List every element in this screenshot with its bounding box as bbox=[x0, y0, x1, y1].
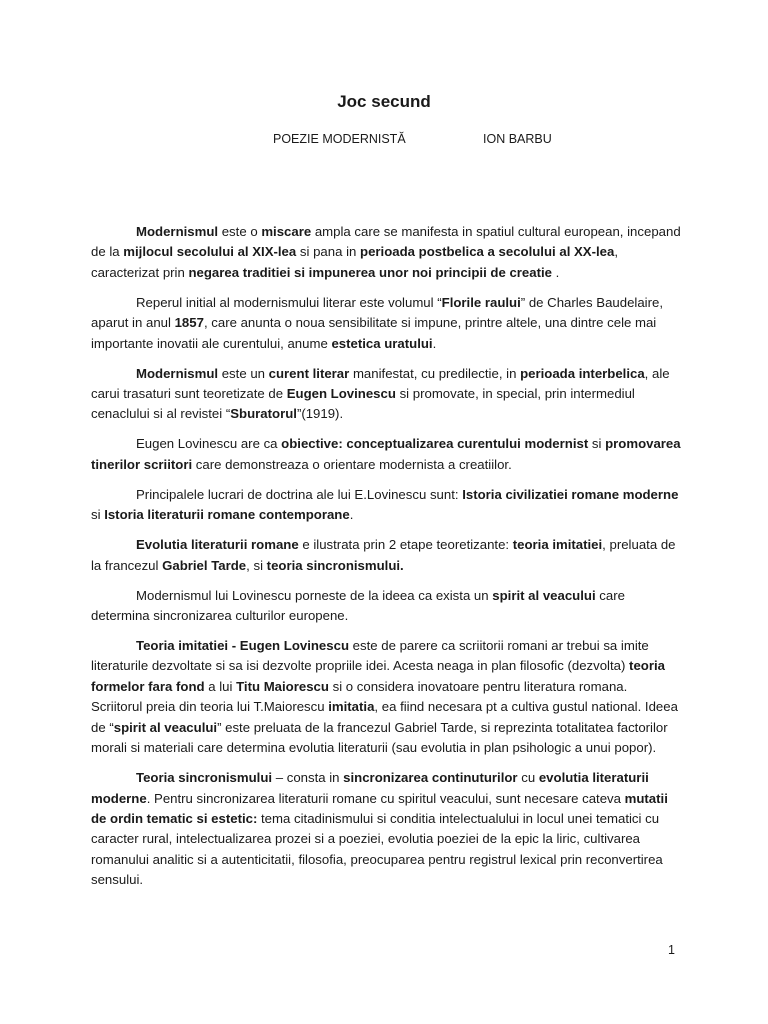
bold-text-run: teoria sincronismului. bbox=[266, 557, 404, 573]
paragraph-6 bbox=[91, 535, 681, 576]
text-run: ” de Charles Baudelaire, aparut in anul bbox=[91, 294, 663, 331]
bold-text-run: Modernismul bbox=[136, 224, 219, 239]
subtitle-author: ION BARBU bbox=[483, 132, 552, 146]
bold-text-run: evolutia literaturii moderne bbox=[91, 770, 649, 806]
text-run: cu bbox=[517, 770, 539, 786]
bold-text-run: perioada interbelica bbox=[520, 365, 645, 381]
bold-text-run: mutatii de ordin tematic si estetic: bbox=[91, 790, 668, 826]
document-title: Joc secund bbox=[337, 92, 431, 111]
text-run: tema citadinismului si conditia intelectualului in locul unei tematici cu caracter rural, intelectualizarea prozei si a poeziei, evolutia poeziei de la epic la liric, cultivarea romanului analitic si a autenticitatii, filosofia, preocuparea pentru registrul lexical prin reconvertirea sensului. bbox=[91, 810, 663, 888]
text-run: si bbox=[588, 436, 606, 452]
page-number: 1 bbox=[668, 943, 675, 957]
paragraph-3 bbox=[91, 364, 681, 425]
document-body bbox=[91, 222, 681, 900]
bold-text-run: Titu Maiorescu bbox=[236, 678, 329, 694]
text-run: este o bbox=[218, 224, 262, 239]
bold-text-run: mijlocul secolului al XIX-lea bbox=[123, 244, 297, 260]
bold-text-run: miscare bbox=[261, 224, 312, 239]
paragraph-2 bbox=[91, 293, 681, 354]
text-run: care determina sincronizarea culturilor europene. bbox=[91, 587, 625, 624]
bold-text-run: Sburatorul bbox=[230, 406, 297, 422]
bold-text-run: promovarea tinerilor scriitori bbox=[91, 436, 681, 472]
paragraph-5 bbox=[91, 485, 681, 526]
bold-text-run: perioada postbelica a secolului al XX-lea bbox=[360, 244, 615, 260]
text-run: ” este preluata de la francezul Gabriel Tarde, si reprezinta totalitatea factorilor morali si materiali care determina evolutia literaturii (sau evolutia in plan psihologic a unui popor). bbox=[91, 719, 668, 756]
bold-text-run: Istoria civilizatiei romane moderne bbox=[462, 486, 679, 502]
text-run: este de parere ca scriitorii romani ar trebui sa imite literaturile dezvoltate si sa isi dezvolte propriile idei. Acesta neaga in plan filosofic (dezvolta) bbox=[91, 638, 649, 674]
bold-text-run: spirit al veacului bbox=[492, 587, 596, 603]
text-run: , care anunta o noua sensibilitate si impune, printre altele, una dintre cele mai importante inovatii ale curentului, anume bbox=[91, 315, 657, 351]
text-run: e ilustrata prin 2 etape teoretizante: bbox=[298, 537, 513, 553]
bold-text-run: Teoria sincronismului bbox=[136, 770, 273, 786]
bold-text-run: curent literar bbox=[268, 365, 350, 381]
bold-text-run: estetica uratului bbox=[331, 335, 433, 351]
text-run: , caracterizat prin bbox=[91, 244, 619, 280]
text-run: ampla care se manifesta in spatiul cultural european, incepand de la bbox=[91, 224, 681, 260]
text-run: . bbox=[551, 264, 560, 280]
bold-text-run: Evolutia literaturii romane bbox=[136, 537, 299, 553]
bold-text-run: negarea traditiei si impunerea unor noi principii de creatie bbox=[188, 264, 552, 280]
bold-text-run: obiective: conceptualizarea curentului modernist bbox=[281, 436, 589, 452]
text-run: , preluata de la francezul bbox=[91, 537, 676, 573]
bold-text-run: spirit al veacului bbox=[113, 719, 218, 735]
paragraph-9 bbox=[91, 768, 681, 890]
text-run: si promovate, in special, prin intermediul cenaclului si al revistei “ bbox=[91, 386, 635, 422]
paragraph-1 bbox=[91, 222, 681, 283]
bold-text-run: imitatia bbox=[328, 699, 375, 715]
text-run: Reperul initial al modernismului literar este volumul “ bbox=[136, 294, 442, 310]
text-run: a lui bbox=[204, 678, 237, 694]
text-run: – consta in bbox=[272, 770, 344, 786]
text-run: . bbox=[349, 507, 354, 523]
paragraph-4 bbox=[91, 434, 681, 475]
bold-text-run: Eugen Lovinescu bbox=[286, 386, 396, 402]
subtitle-genre: POEZIE MODERNISTĂ bbox=[273, 132, 406, 146]
bold-text-run: teoria imitatiei bbox=[512, 537, 603, 553]
text-run: Modernismul lui Lovinescu porneste de la ideea ca exista un bbox=[136, 587, 493, 603]
bold-text-run: 1857 bbox=[174, 315, 204, 331]
bold-text-run: sincronizarea continuturilor bbox=[343, 770, 518, 786]
text-run: , ale carui trasaturi sunt teoretizate de bbox=[91, 365, 670, 402]
paragraph-7 bbox=[91, 586, 681, 627]
bold-text-run: Gabriel Tarde bbox=[162, 557, 247, 573]
bold-text-run: Teoria imitatiei - Eugen Lovinescu bbox=[136, 638, 349, 654]
text-run: Principalele lucrari de doctrina ale lui E.Lovinescu sunt: bbox=[136, 486, 463, 502]
paragraph-8 bbox=[91, 636, 681, 758]
bold-text-run: Istoria literaturii romane contemporane bbox=[104, 507, 350, 523]
text-run: , si bbox=[246, 557, 267, 573]
text-run: si bbox=[91, 507, 105, 523]
text-run: , ea fiind necesara pt a cultiva gustul national. Ideea de “ bbox=[91, 699, 678, 735]
text-run: si o considera inovatoare pentru literatura romana. Scriitorul preia din teoria lui T.Maiorescu bbox=[91, 678, 628, 715]
bold-text-run: Florile raului bbox=[441, 294, 521, 310]
text-run: ”(1919). bbox=[296, 406, 344, 422]
text-run: Eugen Lovinescu are ca bbox=[136, 436, 282, 452]
bold-text-run: Modernismul bbox=[136, 365, 219, 381]
text-run: care demonstreaza o orientare modernista a creatiilor. bbox=[192, 456, 512, 472]
bold-text-run: teoria formelor fara fond bbox=[91, 658, 665, 694]
text-run: . Pentru sincronizarea literaturii romane cu spiritul veacului, sunt necesare cateva bbox=[146, 790, 625, 806]
text-run: este un bbox=[218, 365, 269, 381]
text-run: manifestat, cu predilectie, in bbox=[349, 365, 521, 381]
text-run: si pana in bbox=[296, 244, 361, 260]
text-run: . bbox=[432, 335, 437, 351]
